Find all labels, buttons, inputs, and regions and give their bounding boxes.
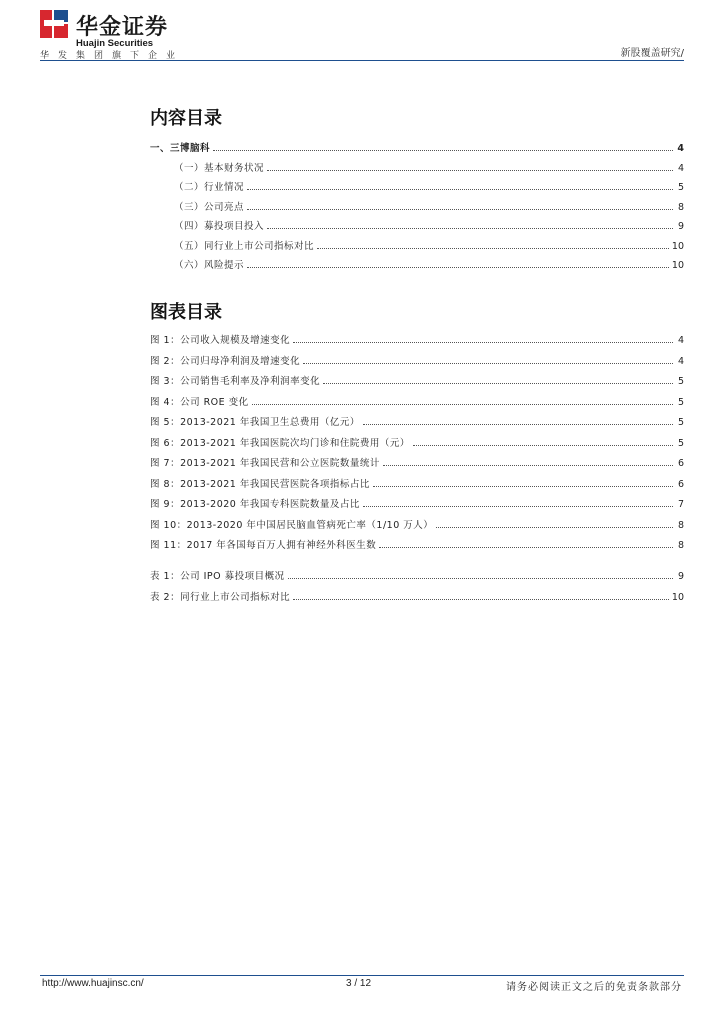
footer-url-link[interactable]: http://www.huajinsc.cn/ xyxy=(42,978,144,989)
toc-entry-label: 图 1：公司收入规模及增速变化 xyxy=(150,335,291,346)
toc-entry[interactable] xyxy=(174,197,684,213)
toc-leader-dots xyxy=(363,424,673,425)
contents-title: 内容目录 xyxy=(150,108,222,129)
toc-entry[interactable] xyxy=(150,371,684,387)
toc-entry-page: 4 xyxy=(677,355,684,367)
toc-leader-dots xyxy=(267,228,673,229)
toc-entry-page: 4 xyxy=(677,162,684,174)
toc-entry-label: 图 4：公司 ROE 变化 xyxy=(150,396,249,408)
toc-leader-dots xyxy=(293,342,673,343)
disclaimer-note: 请务必阅读正文之后的免责条款部分 xyxy=(506,982,682,993)
toc-entry-page: 4 xyxy=(677,143,684,154)
toc-entry[interactable] xyxy=(150,566,684,582)
toc-entry-page: 7 xyxy=(677,499,684,510)
toc-entry[interactable] xyxy=(150,330,684,346)
toc-leader-dots xyxy=(247,189,673,190)
logo-english-name: Huajin Securities xyxy=(76,38,154,49)
toc-entry-label: （二）行业情况 xyxy=(174,182,245,193)
toc-entry-label: 一、三博脑科 xyxy=(150,143,211,154)
toc-entry[interactable] xyxy=(150,494,684,510)
toc-entry-label: （四）募投项目投入 xyxy=(174,221,265,232)
toc-entry-label: 图 3：公司销售毛利率及净利润率变化 xyxy=(150,376,321,387)
huajin-logo-icon xyxy=(40,10,68,38)
toc-entry[interactable] xyxy=(150,453,684,469)
toc-leader-dots xyxy=(213,150,673,151)
toc-entry[interactable] xyxy=(150,138,684,154)
company-logo xyxy=(40,10,200,62)
report-type: 新股覆盖研究/ xyxy=(620,48,684,59)
toc-leader-dots xyxy=(303,363,673,364)
toc-entry[interactable] xyxy=(174,216,684,232)
toc-leader-dots xyxy=(436,527,673,528)
toc-leader-dots xyxy=(323,383,673,384)
toc-entry-page: 5 xyxy=(677,437,684,449)
toc-leader-dots xyxy=(317,248,669,249)
toc-entry[interactable] xyxy=(174,158,684,174)
header-divider xyxy=(40,60,684,61)
footer-divider xyxy=(40,975,684,976)
toc-entry[interactable] xyxy=(174,236,684,252)
toc-entry-page: 5 xyxy=(677,417,684,428)
toc-entry-label: 表 2：同行业上市公司指标对比 xyxy=(150,591,291,603)
toc-entry-page: 10 xyxy=(671,591,684,603)
toc-entry-page: 9 xyxy=(677,221,684,232)
toc-leader-dots xyxy=(293,599,669,600)
toc-entry-page: 8 xyxy=(677,519,684,531)
toc-entry-label: 图 6：2013-2021 年我国医院次均门诊和住院费用（元） xyxy=(150,437,410,449)
toc-entry-page: 5 xyxy=(677,376,684,387)
toc-entry-label: 表 1：公司 IPO 募投项目概况 xyxy=(150,571,285,582)
toc-entry[interactable] xyxy=(150,474,684,490)
toc-entry-page: 8 xyxy=(677,540,684,551)
toc-entry-page: 8 xyxy=(677,201,684,213)
toc-entry[interactable] xyxy=(150,515,684,531)
toc-entry-label: （一）基本财务状况 xyxy=(174,162,265,174)
toc-entry-label: 图 2：公司归母净利润及增速变化 xyxy=(150,355,301,367)
toc-entry-label: 图 7：2013-2021 年我国民营和公立医院数量统计 xyxy=(150,458,380,469)
toc-leader-dots xyxy=(247,267,669,268)
toc-entry[interactable] xyxy=(150,412,684,428)
toc-entry-label: （六）风险提示 xyxy=(174,260,245,271)
toc-leader-dots xyxy=(363,506,673,507)
toc-entry-page: 6 xyxy=(677,458,684,469)
toc-entry[interactable] xyxy=(174,255,684,271)
toc-leader-dots xyxy=(267,170,673,171)
page-number: 3 / 12 xyxy=(346,978,372,989)
toc-entry-page: 5 xyxy=(677,182,684,193)
figures-title: 图表目录 xyxy=(150,302,222,323)
toc-entry-label: 图 5：2013-2021 年我国卫生总费用（亿元） xyxy=(150,417,360,428)
toc-entry-label: 图 11：2017 年各国每百万人拥有神经外科医生数 xyxy=(150,540,377,551)
toc-entry-page: 9 xyxy=(677,571,684,582)
toc-leader-dots xyxy=(252,404,673,405)
toc-entry-page: 4 xyxy=(677,335,684,346)
toc-entry-page: 10 xyxy=(671,240,684,252)
toc-entry-page: 10 xyxy=(671,260,684,271)
toc-entry-label: 图 10：2013-2020 年中国居民脑血管病死亡率（1/10 万人） xyxy=(150,519,434,531)
toc-entry[interactable] xyxy=(150,433,684,449)
toc-entry-label: 图 8：2013-2021 年我国民营医院各项指标占比 xyxy=(150,478,370,490)
toc-leader-dots xyxy=(373,486,673,487)
toc-entry-page: 5 xyxy=(677,396,684,408)
toc-entry-label: （三）公司亮点 xyxy=(174,201,245,213)
toc-leader-dots xyxy=(413,445,673,446)
toc-leader-dots xyxy=(383,465,673,466)
logo-slogan: 华发集团旗下企业 xyxy=(40,51,185,61)
toc-leader-dots xyxy=(247,209,673,210)
toc-entry-page: 6 xyxy=(677,478,684,490)
toc-leader-dots xyxy=(379,547,673,548)
toc-entry[interactable] xyxy=(150,392,684,408)
toc-entry[interactable] xyxy=(150,535,684,551)
toc-entry[interactable] xyxy=(150,587,684,603)
logo-chinese-name: 华金证券 xyxy=(76,15,169,40)
toc-entry[interactable] xyxy=(174,177,684,193)
toc-entry-label: （五）同行业上市公司指标对比 xyxy=(174,240,315,252)
toc-entry[interactable] xyxy=(150,351,684,367)
toc-leader-dots xyxy=(288,578,673,579)
toc-entry-label: 图 9：2013-2020 年我国专科医院数量及占比 xyxy=(150,499,360,510)
